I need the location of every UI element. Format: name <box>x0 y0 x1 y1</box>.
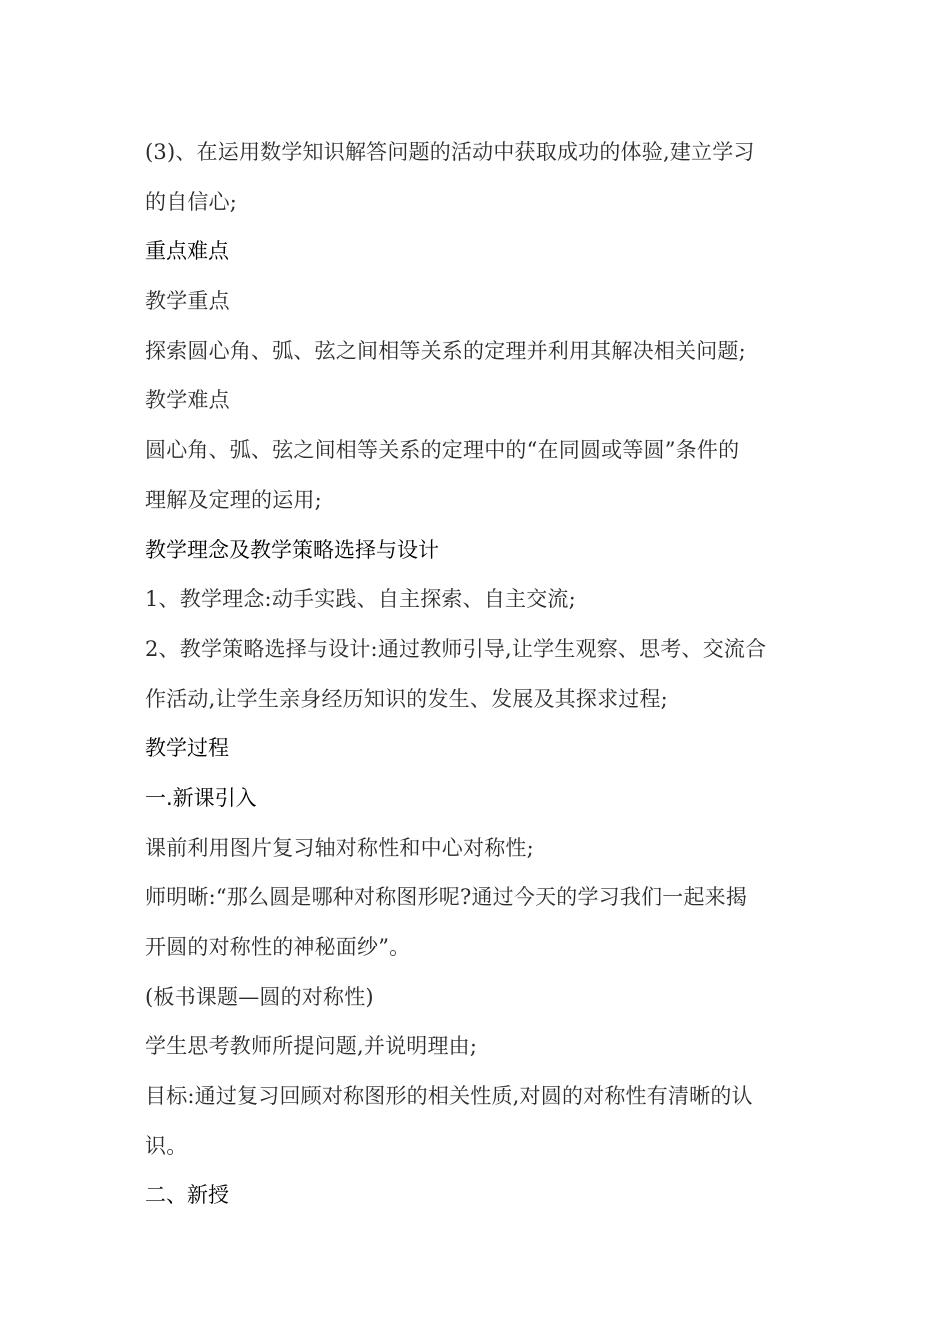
paragraph-line: 作活动,让学生亲身经历知识的发生、发展及其探求过程; <box>145 686 668 711</box>
paragraph-line: 课前利用图片复习轴对称性和中心对称性; <box>145 835 534 860</box>
section-heading: 教学理念及教学策略选择与设计 <box>145 537 439 562</box>
paragraph-line: 圆心角、弧、弦之间相等关系的定理中的“在同圆或等圆”条件的 <box>145 438 740 463</box>
subheading-line: 教学难点 <box>145 388 230 413</box>
section-heading: 一.新课引入 <box>145 785 257 810</box>
paragraph-line: 目标:通过复习回顾对称图形的相关性质,对圆的对称性有清晰的认 <box>145 1084 753 1109</box>
paragraph-line: 识。 <box>145 1133 188 1158</box>
paragraph-line: 探索圆心角、弧、弦之间相等关系的定理并利用其解决相关问题; <box>145 338 746 363</box>
paragraph-line: 师明晰:“那么圆是哪种对称图形呢?通过今天的学习我们一起来揭 <box>145 885 748 910</box>
section-heading: 重点难点 <box>145 239 229 264</box>
section-heading: 二、新授 <box>145 1183 229 1208</box>
subheading-line: 教学重点 <box>145 289 230 314</box>
paragraph-line: 开圆的对称性的神秘面纱”。 <box>145 935 411 959</box>
paragraph-line: 理解及定理的运用; <box>145 487 322 512</box>
paragraph-line: (板书课题—圆的对称性) <box>145 984 374 1009</box>
paragraph-line: 2、教学策略选择与设计:通过教师引导,让学生观察、思考、交流合 <box>145 636 767 661</box>
section-heading: 教学过程 <box>145 736 229 761</box>
paragraph-line: 的自信心; <box>145 189 238 214</box>
document-body <box>145 128 815 1221</box>
paragraph-line: 1、教学理念:动手实践、自主探索、自主交流; <box>145 587 576 612</box>
paragraph-line: (3)、在运用数学知识解答问题的活动中获取成功的体验,建立学习 <box>145 140 755 164</box>
paragraph-line: 学生思考教师所提问题,并说明理由; <box>145 1034 478 1059</box>
